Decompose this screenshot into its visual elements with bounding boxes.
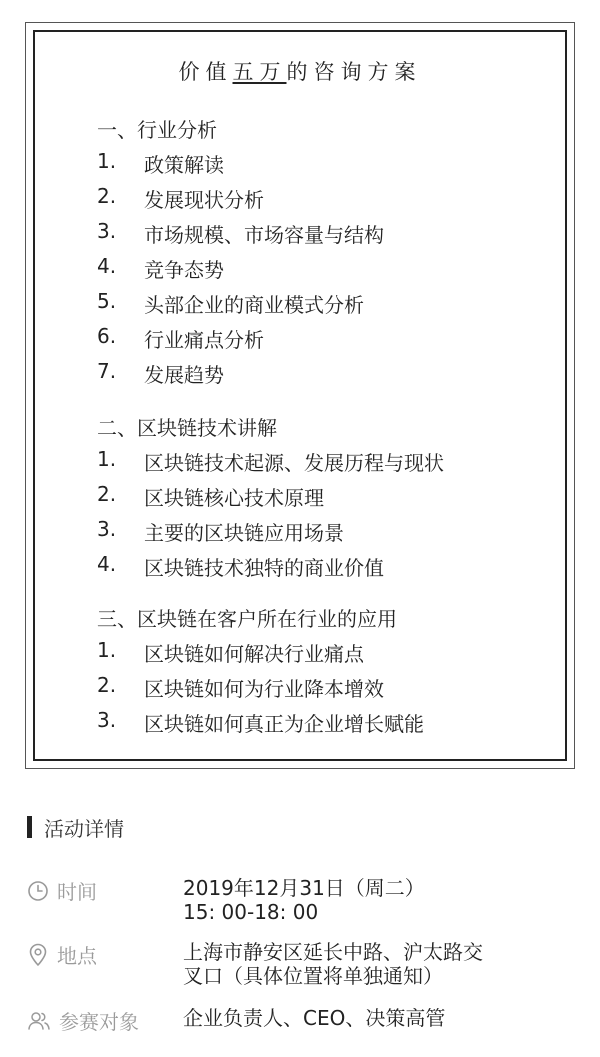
time-date: 2019年12月31日（周二） <box>183 876 425 900</box>
item-text: 行业痛点分析 <box>144 328 264 352</box>
item-number: 3. <box>97 708 117 732</box>
time-value <box>183 876 583 924</box>
time-range: 15: 00-18: 00 <box>183 900 319 924</box>
item-text: 区块链如何解决行业痛点 <box>144 642 364 666</box>
activity-details-title: 活动详情 <box>44 816 124 841</box>
title-highlight: 五万 <box>232 60 287 84</box>
clock-icon <box>27 880 49 902</box>
section-heading-blockchain-tech: 二、区块链技术讲解 <box>97 416 277 440</box>
detail-label-time <box>27 876 97 905</box>
item-number: 1. <box>97 149 117 173</box>
item-text: 竞争态势 <box>144 258 224 282</box>
item-text: 主要的区块链应用场景 <box>144 521 344 545</box>
audience-value <box>183 1006 583 1030</box>
location-pin-icon <box>27 943 49 967</box>
item-text: 发展趋势 <box>144 363 224 387</box>
item-number: 3. <box>97 219 117 243</box>
location-value <box>183 940 583 988</box>
item-number: 3. <box>97 517 117 541</box>
item-text: 区块链如何为行业降本增效 <box>144 677 384 701</box>
item-number: 6. <box>97 324 117 348</box>
title-suffix: 的咨询方案 <box>286 60 422 84</box>
item-text: 头部企业的商业模式分析 <box>144 293 364 317</box>
item-text: 区块链核心技术原理 <box>144 486 324 510</box>
section-heading-industry-analysis: 一、行业分析 <box>97 118 217 142</box>
section-heading-blockchain-application: 三、区块链在客户所在行业的应用 <box>97 607 397 631</box>
item-number: 5. <box>97 289 117 313</box>
item-number: 4. <box>97 552 117 576</box>
detail-label-audience <box>27 1006 139 1035</box>
proposal-title <box>0 56 600 86</box>
title-prefix: 价值 <box>178 60 233 84</box>
item-text: 区块链如何真正为企业增长赋能 <box>144 712 424 736</box>
item-number: 1. <box>97 447 117 471</box>
item-number: 2. <box>97 184 117 208</box>
audience-text: 企业负责人、CEO、决策高管 <box>183 1006 446 1030</box>
location-line1: 上海市静安区延长中路、沪太路交 <box>183 940 483 964</box>
audience-label: 参赛对象 <box>59 1010 139 1034</box>
time-label: 时间 <box>57 880 97 904</box>
item-number: 2. <box>97 673 117 697</box>
item-text: 市场规模、市场容量与结构 <box>144 223 384 247</box>
item-number: 1. <box>97 638 117 662</box>
item-text: 政策解读 <box>144 153 224 177</box>
item-text: 发展现状分析 <box>144 188 264 212</box>
item-number: 7. <box>97 359 117 383</box>
people-icon <box>27 1010 51 1032</box>
detail-label-location <box>27 940 97 969</box>
item-number: 4. <box>97 254 117 278</box>
item-number: 2. <box>97 482 117 506</box>
location-label: 地点 <box>57 944 97 968</box>
item-text: 区块链技术独特的商业价值 <box>144 556 384 580</box>
section-marker-bar <box>27 816 32 838</box>
location-line2: 叉口（具体位置将单独通知） <box>183 964 443 988</box>
activity-details-header <box>27 813 124 841</box>
item-text: 区块链技术起源、发展历程与现状 <box>144 451 444 475</box>
